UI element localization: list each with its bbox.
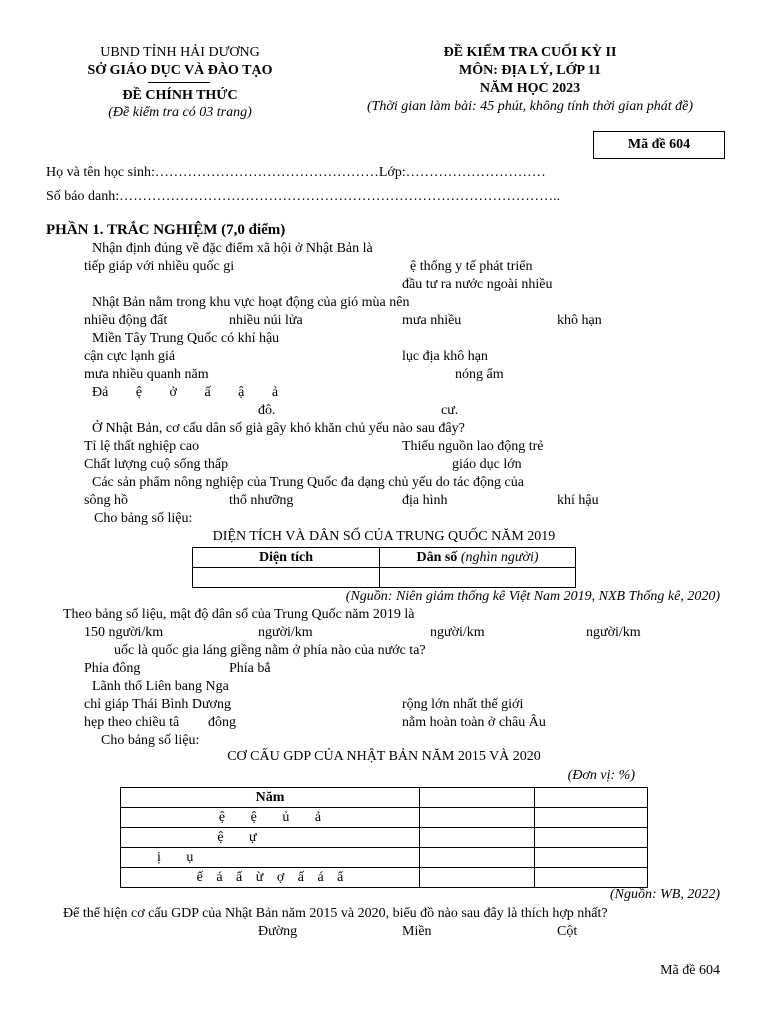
q6-option-b: thổ nhưỡng bbox=[229, 493, 294, 508]
q3-option-a: cận cực lạnh giá bbox=[84, 349, 176, 364]
q10-cell bbox=[420, 828, 535, 848]
q10-row-label: ị ụ bbox=[121, 848, 420, 868]
q3-option-b: lục địa khô hạn bbox=[402, 349, 488, 364]
q6-option-d: khí hậu bbox=[557, 493, 599, 508]
q7-table-title: DIỆN TÍCH VÀ DÂN SỐ CỦA TRUNG QUỐC NĂM 2019 bbox=[212, 529, 556, 544]
official-label: ĐỀ CHÍNH THỨC bbox=[122, 88, 238, 103]
q10-unit: (Đơn vị: %) bbox=[567, 768, 635, 783]
exam-title: ĐỀ KIỂM TRA CUỐI KỲ II bbox=[443, 45, 617, 60]
header-divider-left bbox=[148, 82, 210, 83]
q9-option-c: hẹp theo chiều tâ bbox=[84, 715, 180, 730]
q7-cell-area bbox=[193, 568, 380, 588]
q10-header-2020 bbox=[535, 788, 648, 808]
q8-option-a: Phía đông bbox=[84, 661, 141, 676]
q10-data-table bbox=[120, 787, 648, 888]
q7-col-area: Diện tích bbox=[193, 548, 380, 568]
q10-option-c: Cột bbox=[557, 924, 578, 939]
q1-option-b: ệ thống y tế phát triển bbox=[410, 259, 533, 274]
q10-cell bbox=[535, 828, 648, 848]
q7-option-c: người/km bbox=[430, 625, 485, 640]
q10-header-2015 bbox=[420, 788, 535, 808]
student-name-line: Họ và tên học sinh:…………………………………………Lớp:………………………… bbox=[46, 165, 546, 180]
q1-stem: Nhận định đúng về đặc điểm xã hội ở Nhật Bản là bbox=[92, 241, 373, 256]
q2-option-b: nhiều núi lửa bbox=[229, 313, 303, 328]
q2-stem: Nhật Bản nằm trong khu vực hoạt động của gió mùa nên bbox=[92, 295, 410, 310]
q7-question: Theo bảng số liệu, mật độ dân số của Trung Quốc năm 2019 là bbox=[63, 607, 415, 622]
q10-source: (Nguồn: WB, 2022) bbox=[609, 887, 720, 902]
exam-year: NĂM HỌC 2023 bbox=[479, 81, 581, 96]
q1-option-a: tiếp giáp với nhiều quốc gi bbox=[84, 259, 235, 274]
q2-option-a: nhiều động đất bbox=[84, 313, 168, 328]
footer-exam-code: Mã đề 604 bbox=[660, 963, 720, 978]
q5-option-a: Tỉ lệ thất nghiệp cao bbox=[84, 439, 200, 454]
header-department: SỞ GIÁO DỤC VÀ ĐÀO TẠO bbox=[87, 63, 273, 78]
q10-stem: Cho bảng số liệu: bbox=[101, 733, 200, 748]
q5-option-b: Thiếu nguồn lao động trẻ bbox=[402, 439, 544, 454]
q10-cell bbox=[420, 848, 535, 868]
q6-option-a: sông hồ bbox=[84, 493, 128, 508]
q10-option-b: Miền bbox=[402, 924, 432, 939]
q9-stem: Lãnh thổ Liên bang Nga bbox=[92, 679, 229, 694]
q9-option-d: nằm hoàn toàn ở châu Âu bbox=[402, 715, 546, 730]
q7-col-population-unit: (nghìn người) bbox=[460, 549, 539, 565]
q7-source: (Nguồn: Niên giám thống kê Việt Nam 2019, NXB Thống kê, 2020) bbox=[345, 589, 720, 604]
exam-code-box: Mã đề 604 bbox=[593, 131, 725, 159]
q7-col-population bbox=[380, 548, 576, 568]
q6-stem: Các sản phẩm nông nghiệp của Trung Quốc đa dạng chủ yếu do tác động của bbox=[92, 475, 524, 490]
q3-option-d: nóng ẩm bbox=[455, 367, 504, 382]
exam-subject: MÔN: ĐỊA LÝ, LỚP 11 bbox=[459, 63, 601, 78]
q10-option-a: Đường bbox=[258, 924, 298, 939]
q10-row-label: ệ ệ ủ ả bbox=[121, 808, 420, 828]
q6-option-c: địa hình bbox=[402, 493, 448, 508]
q7-data-table bbox=[192, 547, 576, 588]
q1-option-c: đầu tư ra nước ngoài nhiều bbox=[402, 277, 553, 292]
q7-col-population-label: Dân số bbox=[416, 549, 458, 565]
q3-stem: Miền Tây Trung Quốc có khí hậu bbox=[92, 331, 280, 346]
q3-option-c: mưa nhiều quanh năm bbox=[84, 367, 209, 382]
q9-option-b: rộng lớn nhất thế giới bbox=[402, 697, 524, 712]
q10-cell bbox=[420, 868, 535, 888]
q7-cell-population bbox=[380, 568, 576, 588]
q8-option-b: Phía bắ bbox=[229, 661, 271, 676]
section-title: PHẦN 1. TRẮC NGHIỆM (7,0 điểm) bbox=[46, 222, 286, 238]
q7-stem: Cho bảng số liệu: bbox=[94, 511, 193, 526]
q9-option-a: chỉ giáp Thái Bình Dương bbox=[84, 697, 231, 712]
q10-question: Để thể hiện cơ cấu GDP của Nhật Bản năm 2015 và 2020, biểu đồ nào sau đây là thích hợp nhất? bbox=[63, 906, 608, 921]
q10-cell bbox=[535, 868, 648, 888]
q4-stem: Đả ệ ở ấ ậ ả bbox=[92, 385, 279, 400]
q10-row-label: ế á ẩ ừ ợ ấ á ẩ bbox=[121, 868, 420, 888]
q7-option-a: 150 người/km bbox=[84, 625, 164, 640]
q4-option-c: cư. bbox=[441, 403, 459, 418]
q8-stem: uốc là quốc gia láng giềng nằm ở phía nào của nước ta? bbox=[114, 643, 426, 658]
q5-option-c: Chất lượng cuộ sống thấp bbox=[84, 457, 229, 472]
student-id-line: Số báo danh:………………………………………………………………………………….. bbox=[46, 189, 561, 204]
q5-stem: Ở Nhật Bản, cơ cấu dân số già gây khó khăn chủ yếu nào sau đây? bbox=[92, 421, 465, 436]
q10-cell bbox=[420, 808, 535, 828]
q4-option-b: đô. bbox=[258, 403, 276, 418]
time-note: (Thời gian làm bài: 45 phút, không tính thời gian phát đề) bbox=[366, 99, 694, 114]
q2-option-c: mưa nhiều bbox=[402, 313, 462, 328]
q9-option-c-cont: đông bbox=[208, 715, 236, 730]
q10-row-label: ệ ự bbox=[121, 828, 420, 848]
q10-header-year: Năm bbox=[121, 788, 420, 808]
header-agency: UBND TỈNH HẢI DƯƠNG bbox=[100, 45, 260, 60]
pages-note: (Đề kiểm tra có 03 trang) bbox=[108, 105, 252, 120]
q10-cell bbox=[535, 848, 648, 868]
q7-option-b: người/km bbox=[258, 625, 313, 640]
q10-cell bbox=[535, 808, 648, 828]
q5-option-d: giáo dục lớn bbox=[452, 457, 522, 472]
q7-option-d: người/km bbox=[586, 625, 641, 640]
q10-table-title: CƠ CẤU GDP CỦA NHẬT BẢN NĂM 2015 VÀ 2020 bbox=[227, 749, 541, 764]
q2-option-d: khô hạn bbox=[557, 313, 602, 328]
